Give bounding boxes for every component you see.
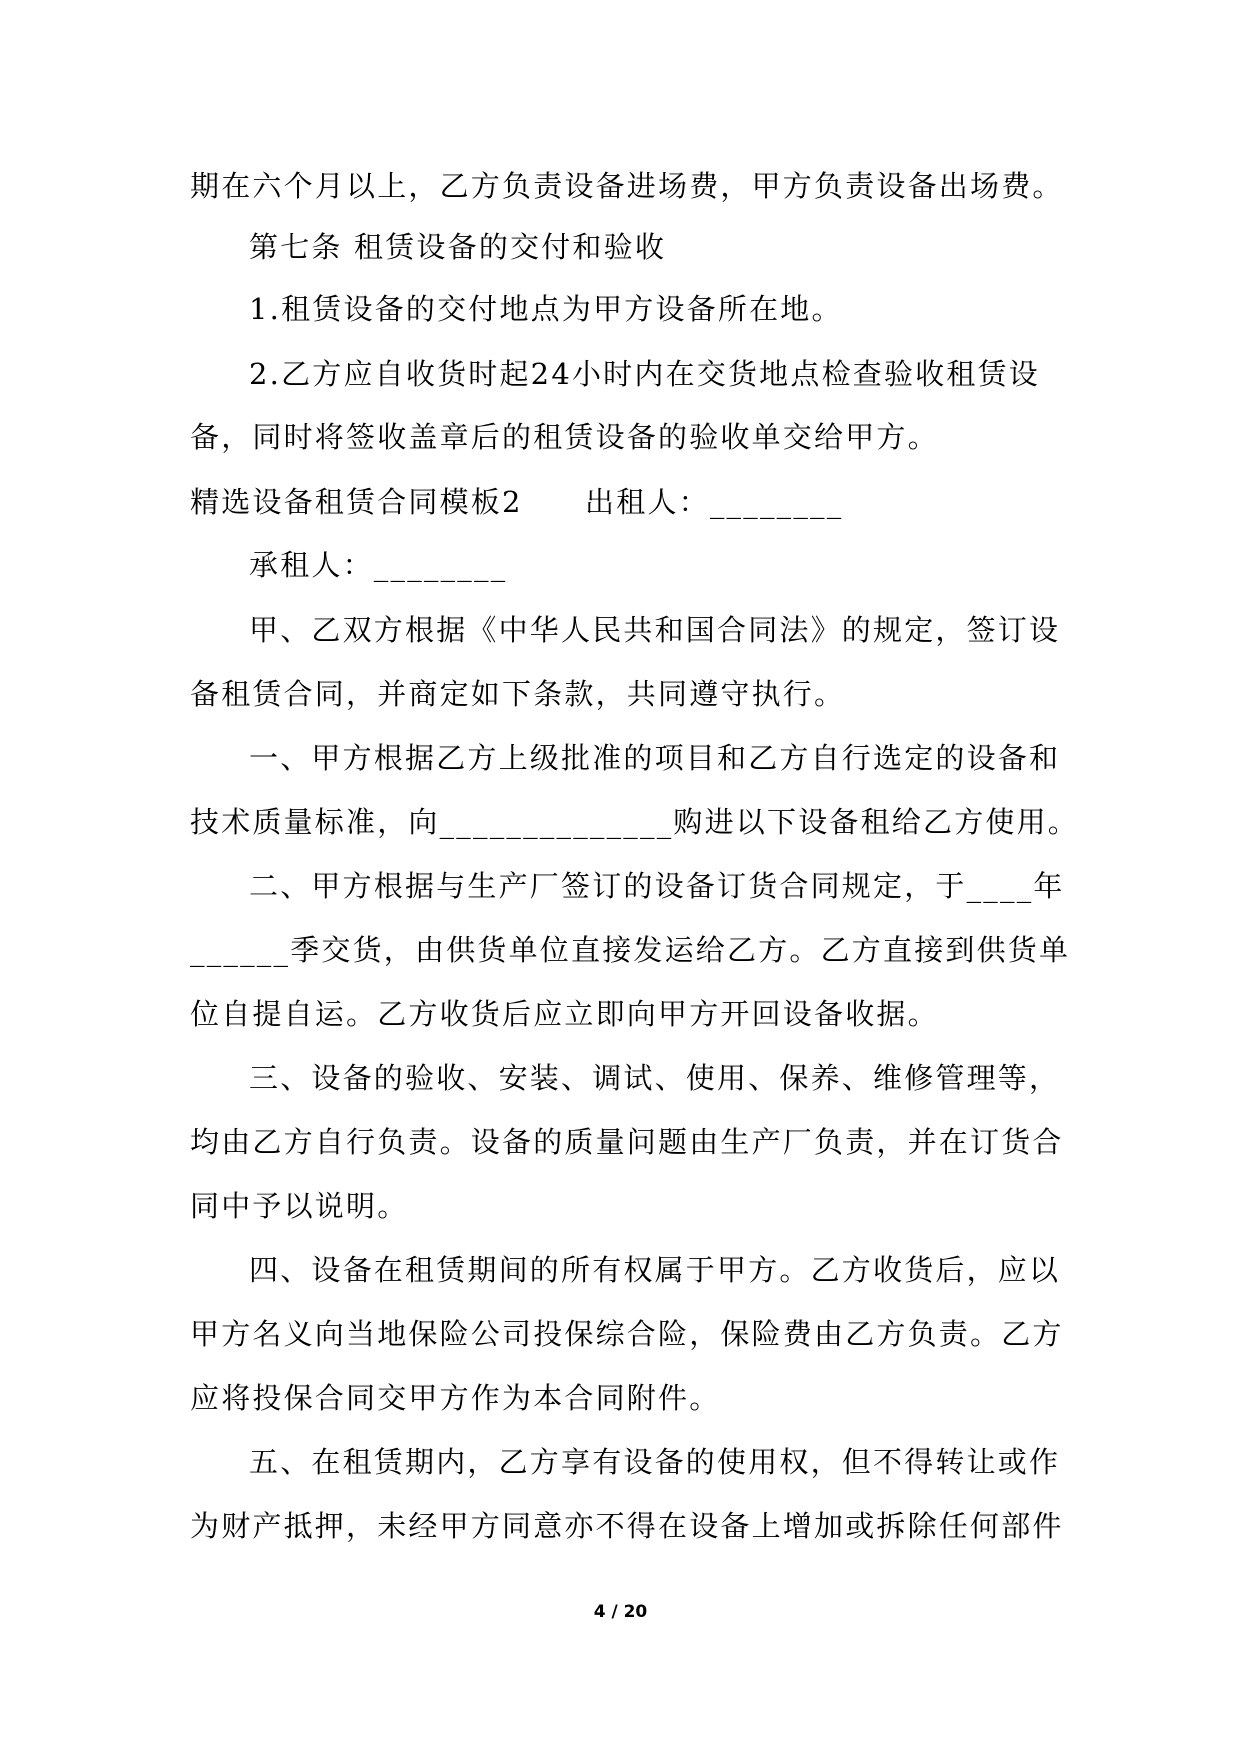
section-heading: 第七条 租赁设备的交付和验收: [249, 230, 667, 264]
text-line: 一、甲方根据乙方上级批准的项目和乙方自行选定的设备和: [249, 741, 1061, 775]
text-line: 二、甲方根据与生产厂签订的设备订货合同规定，于____年: [249, 869, 1065, 903]
text-line: ______季交货，由供货单位直接发运给乙方。乙方直接到供货单: [190, 933, 1071, 967]
text-line: 三、设备的验收、安装、调试、使用、保养、维修管理等，: [249, 1061, 1061, 1095]
text-line: 为财产抵押，未经甲方同意亦不得在设备上增加或拆除任何部件: [190, 1509, 1064, 1543]
text-line: 五、在租赁期内，乙方享有设备的使用权，但不得转让或作: [249, 1445, 1061, 1479]
text-line: 备租赁合同，并商定如下条款，共同遵守执行。: [190, 677, 846, 711]
text-line: 位自提自运。乙方收货后应立即向甲方开回设备收据。: [190, 997, 939, 1031]
text-line: 同中予以说明。: [190, 1189, 409, 1223]
text-line: 技术质量标准，向______________购进以下设备租给乙方使用。: [190, 805, 1080, 839]
text-line: 期在六个月以上，乙方负责设备进场费，甲方负责设备出场费。: [190, 169, 1064, 203]
text-line: 四、设备在租赁期间的所有权属于甲方。乙方收货后，应以: [249, 1253, 1061, 1287]
text-line: 承租人：________: [249, 548, 508, 582]
text-line: 均由乙方自行负责。设备的质量问题由生产厂负责，并在订货合: [190, 1125, 1064, 1159]
text-line: 2.乙方应自收货时起24小时内在交货地点检查验收租赁设: [249, 357, 1040, 391]
text-line: 备，同时将签收盖章后的租赁设备的验收单交给甲方。: [190, 420, 939, 454]
text-line: 应将投保合同交甲方作为本合同附件。: [190, 1381, 721, 1415]
template-title: 精选设备租赁合同模板2 出租人：________: [190, 485, 844, 519]
text-line: 甲、乙双方根据《中华人民共和国合同法》的规定，签订设: [249, 613, 1061, 647]
text-line: 1.租赁设备的交付地点为甲方设备所在地。: [249, 292, 843, 326]
text-line: 甲方名义向当地保险公司投保综合险，保险费由乙方负责。乙方: [190, 1317, 1064, 1351]
page-number: 4 / 20: [593, 1602, 648, 1622]
